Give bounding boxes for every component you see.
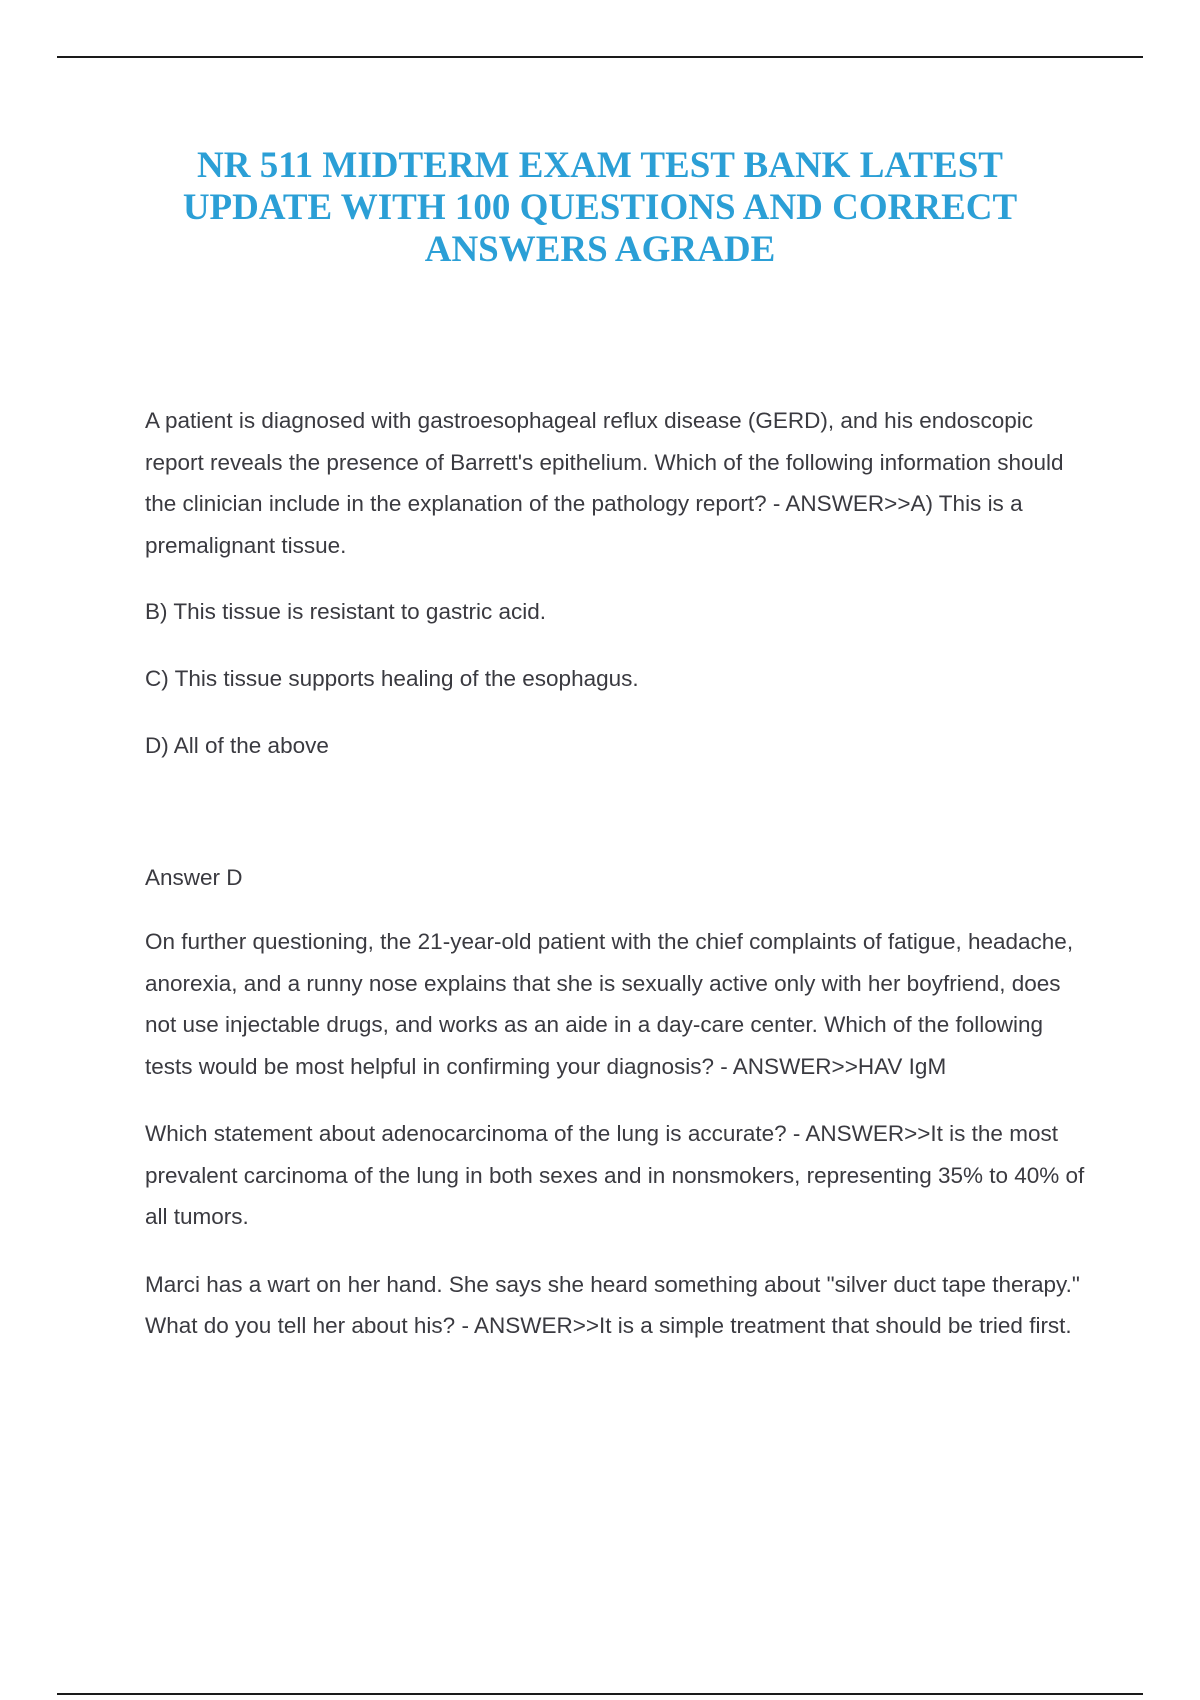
option-d: D) All of the above	[145, 733, 329, 758]
option-c: C) This tissue supports healing of the esophagus.	[145, 665, 639, 691]
option-b: B) This tissue is resistant to gastric acid.	[145, 599, 546, 624]
question-hav-igm: On further questioning, the 21-year-old patient with the chief complaints of fatigue, headache, anorexia, and a runny nose explains that she is sexually active only with her boyfriend, does not use injectable drugs, and works as an aide in a day-care center. Which of the following tests would be most helpful in confirming your diagnosis? - ANSWER>>HAV IgM	[145, 929, 1074, 1079]
document-body	[145, 400, 1090, 1347]
top-rule	[57, 56, 1143, 58]
answer-d: Answer D	[145, 864, 243, 890]
document-title: NR 511 MIDTERM EXAM TEST BANK LATEST UPDATE WITH 100 QUESTIONS AND CORRECT ANSWERS AGRADE	[182, 145, 1018, 270]
bottom-rule	[57, 1693, 1143, 1695]
question-adenocarcinoma: Which statement about adenocarcinoma of the lung is accurate? - ANSWER>>It is the most prevalent carcinoma of the lung in both sexes and in nonsmokers, representing 35% to 40% of all tumors.	[145, 1121, 1085, 1229]
question-gerd-barretts: A patient is diagnosed with gastroesophageal reflux disease (GERD), and his endoscopic report reveals the presence of Barrett's epithelium. Which of the following information should the clinician include in the explanation of the pathology report? - ANSWER>>A) This is a premalignant tissue.	[145, 408, 1064, 558]
question-duct-tape: Marci has a wart on her hand. She says she heard something about "silver duct tape therapy." What do you tell her about his? - ANSWER>>It is a simple treatment that should be tried first.	[145, 1271, 1080, 1338]
